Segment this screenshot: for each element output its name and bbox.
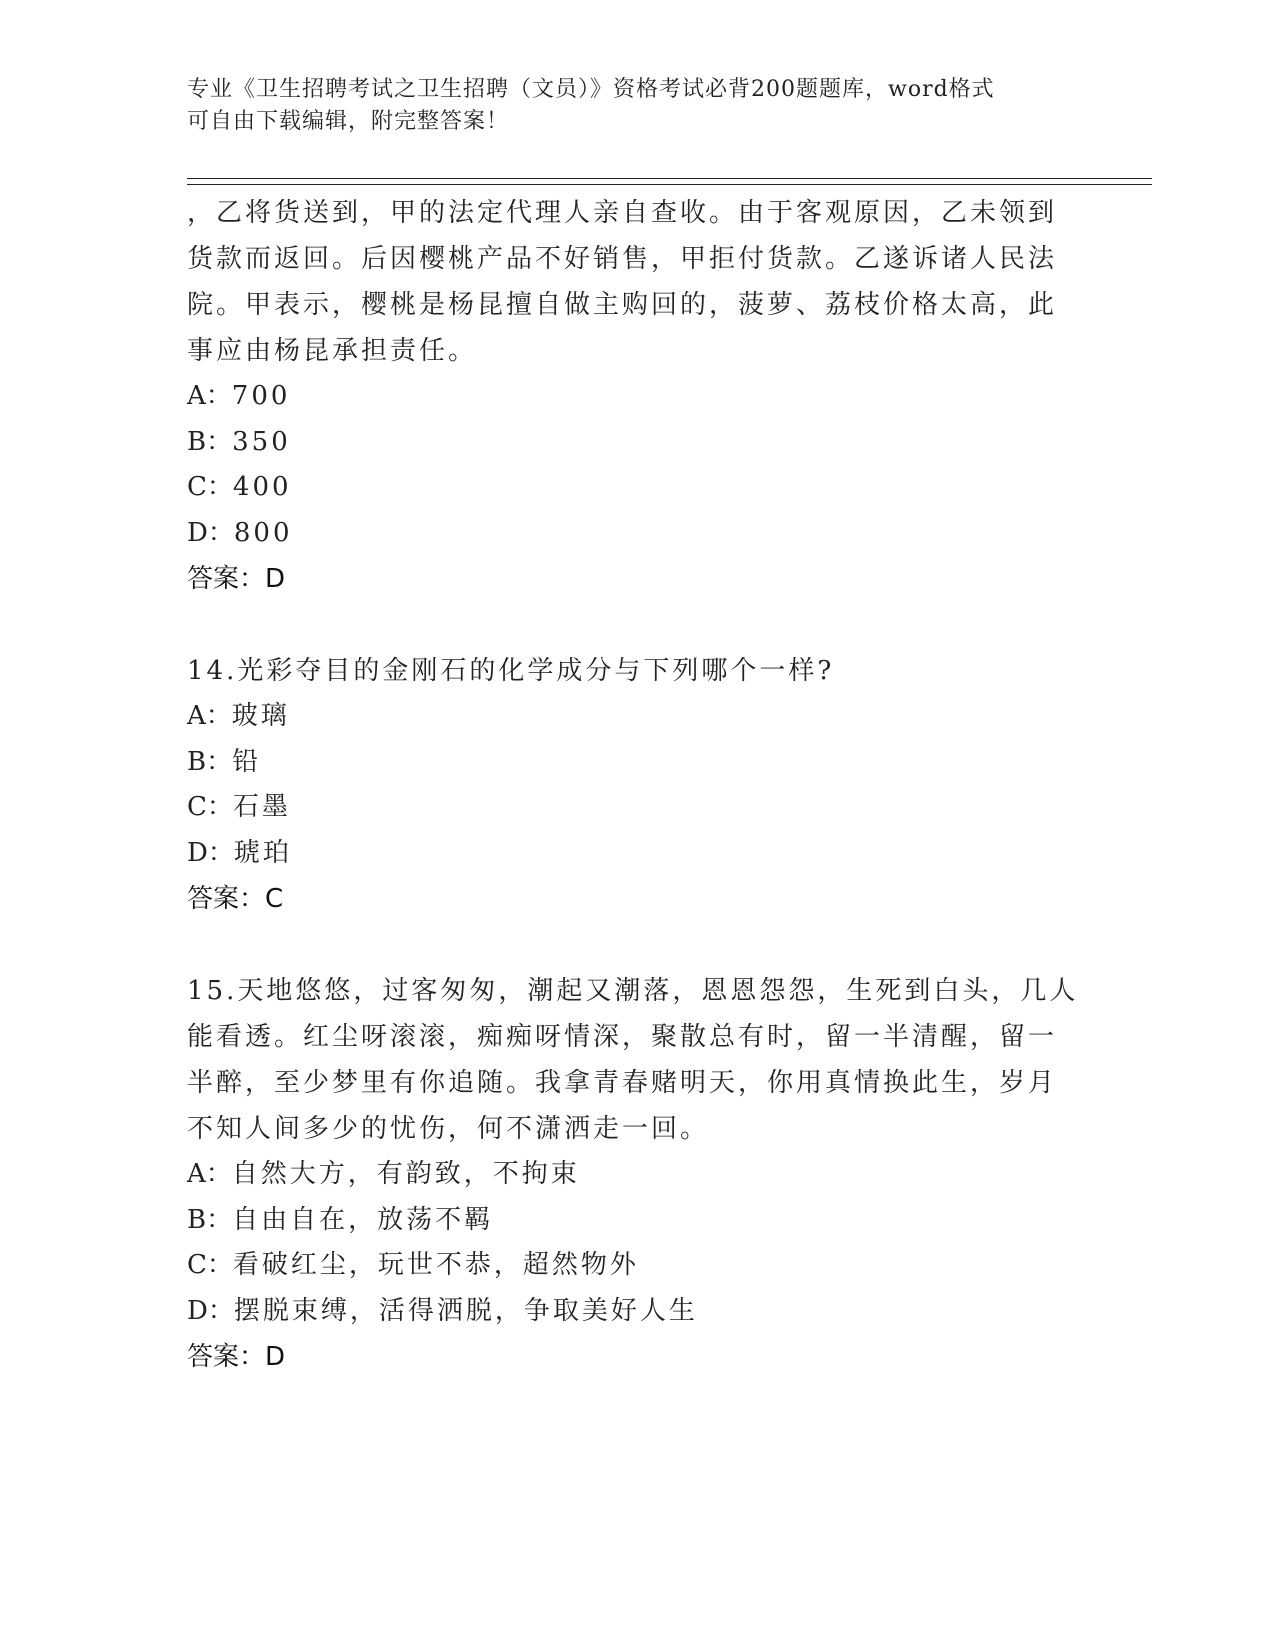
option-label: D：	[187, 837, 234, 868]
option-text: 石墨	[232, 792, 291, 822]
header-rule-bottom	[187, 184, 1152, 185]
option-d	[187, 511, 1087, 557]
option-a	[187, 374, 1087, 420]
option-text: 玻璃	[231, 701, 290, 731]
stem-line: 15.天地悠悠，过客匆匆，潮起又潮落，恩恩怨怨，生死到白头，几人	[187, 976, 1079, 1006]
option-a	[187, 694, 1087, 740]
question-13-stem	[187, 190, 1087, 374]
option-text: 350	[232, 426, 291, 457]
option-b	[187, 1198, 1087, 1244]
option-b	[187, 420, 1087, 466]
option-label: A：	[187, 701, 232, 731]
option-c	[187, 1243, 1087, 1289]
option-d	[187, 831, 1087, 877]
option-label: A：	[187, 1159, 232, 1189]
stem-line: 院。甲表示，樱桃是杨昆擅自做主购回的，菠萝、荔枝价格太高，此	[187, 290, 1058, 320]
option-text: 琥珀	[233, 837, 292, 868]
answer-line: 答案：D	[187, 564, 286, 594]
option-label: B：	[187, 1204, 233, 1235]
question-13	[187, 190, 1087, 602]
question-spacer	[187, 602, 1087, 648]
option-c	[187, 785, 1087, 831]
header-rule-top	[187, 178, 1152, 179]
option-label: B：	[187, 426, 233, 457]
document-header	[187, 74, 1087, 138]
option-label: A：	[187, 381, 232, 411]
question-spacer	[187, 922, 1087, 968]
header-title-line-2: 可自由下载编辑，附完整答案！	[187, 109, 510, 134]
stem-line: 货款而返回。后因樱桃产品不好销售，甲拒付货款。乙遂诉诸人民法	[187, 244, 1058, 274]
question-15-stem	[187, 968, 1087, 1152]
document-body	[187, 190, 1087, 1380]
header-title-line-1: 专业《卫生招聘考试之卫生招聘（文员）》资格考试必背200题题库，word格式	[187, 77, 995, 102]
option-text: 700	[231, 381, 291, 411]
option-text: 铅	[232, 746, 262, 777]
option-label: C：	[187, 792, 233, 822]
stem-line: 14.光彩夺目的金刚石的化学成分与下列哪个一样?	[187, 656, 835, 686]
option-text: 400	[232, 472, 292, 502]
option-label: D：	[187, 517, 234, 548]
question-14-stem	[187, 648, 1087, 694]
answer-line: 答案：D	[187, 1342, 286, 1372]
stem-line: ，乙将货送到，甲的法定代理人亲自查收。由于客观原因，乙未领到	[187, 198, 1058, 228]
option-label: B：	[187, 746, 233, 777]
option-a	[187, 1152, 1087, 1198]
question-14	[187, 648, 1087, 922]
option-c	[187, 465, 1087, 511]
question-15	[187, 968, 1087, 1380]
answer-line: 答案：C	[187, 884, 284, 914]
option-text: 自然大方，有韵致，不拘束	[231, 1159, 580, 1189]
option-text: 自由自在，放荡不羁	[232, 1204, 494, 1235]
stem-line: 半醉，至少梦里有你追随。我拿青春赌明天，你用真情换此生，岁月	[187, 1068, 1058, 1098]
stem-line: 事应由杨昆承担责任。	[187, 336, 478, 366]
option-label: D：	[187, 1295, 234, 1326]
stem-line: 能看透。红尘呀滚滚，痴痴呀情深，聚散总有时，留一半清醒，留一	[187, 1022, 1058, 1052]
option-text: 800	[233, 517, 293, 548]
option-label: C：	[187, 472, 233, 502]
option-text: 摆脱束缚，活得洒脱，争取美好人生	[233, 1295, 698, 1326]
option-text: 看破红尘，玩世不恭，超然物外	[232, 1250, 639, 1280]
stem-line: 不知人间多少的忧伤，何不潇洒走一回。	[187, 1114, 710, 1144]
option-d	[187, 1289, 1087, 1335]
option-b	[187, 740, 1087, 786]
option-label: C：	[187, 1250, 233, 1280]
